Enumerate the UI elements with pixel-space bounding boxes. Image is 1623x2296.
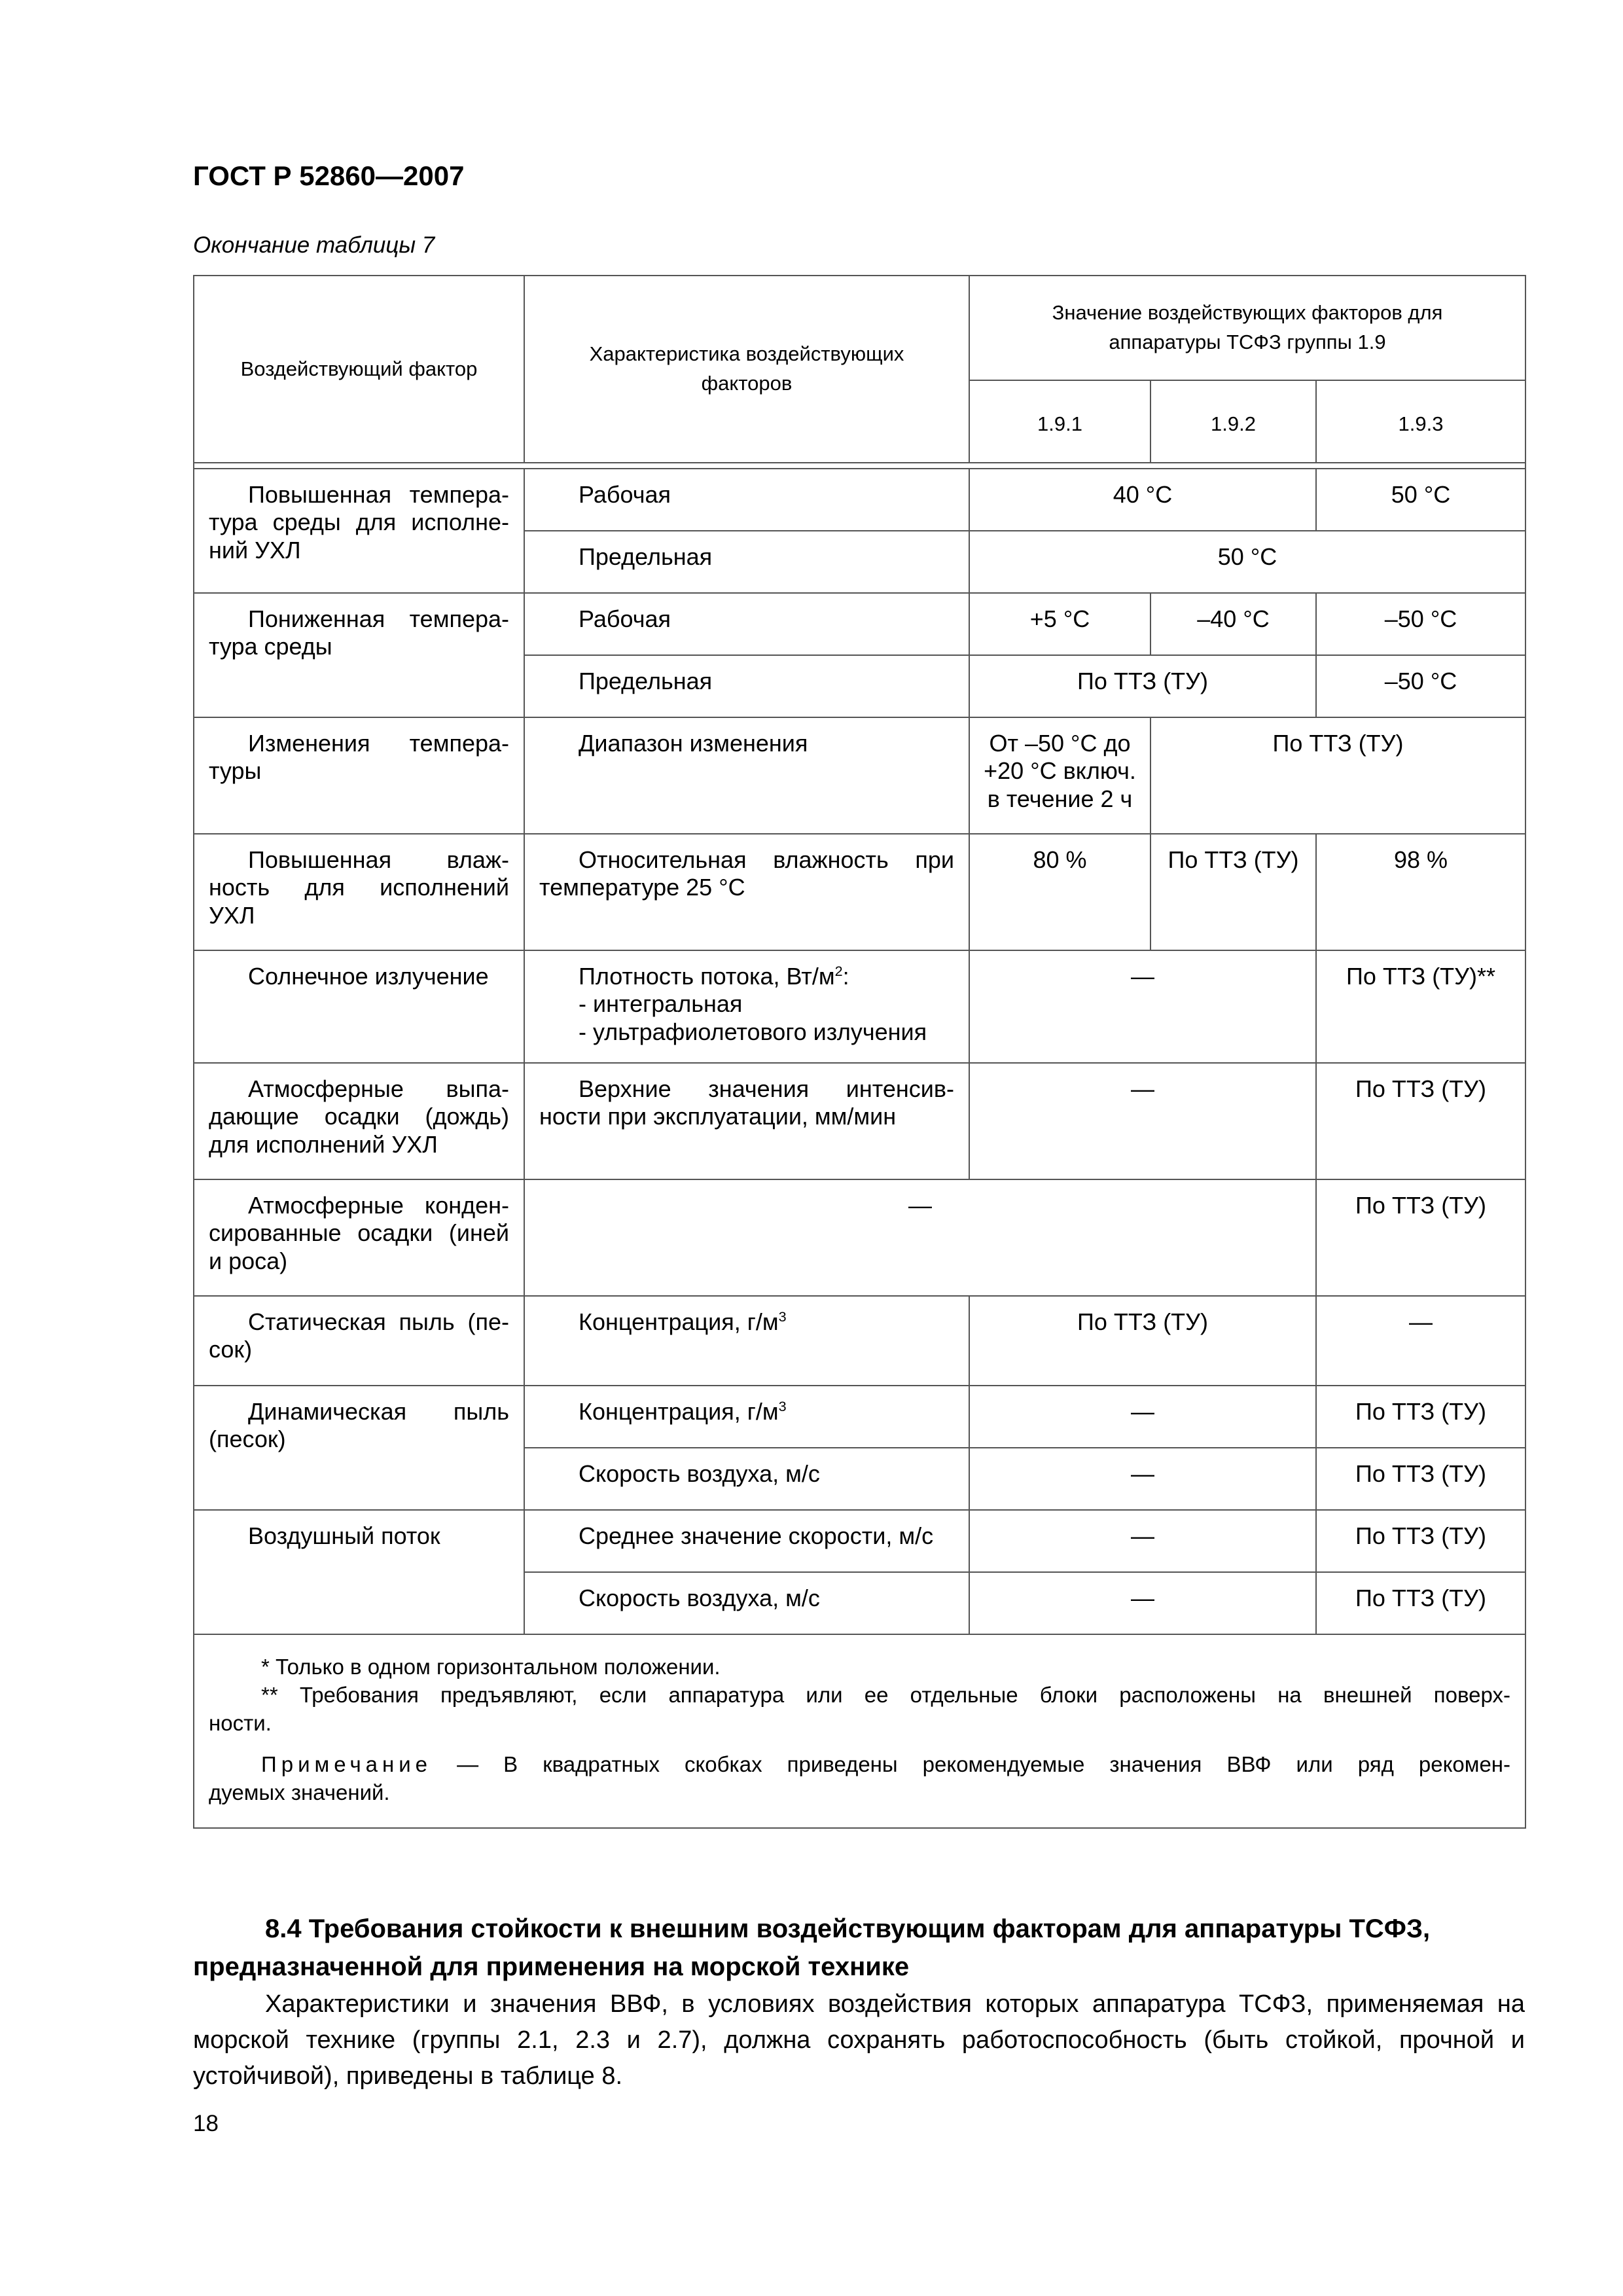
table-row	[194, 834, 1525, 950]
document-header: ГОСТ Р 52860—2007	[193, 160, 465, 191]
table-row	[194, 1063, 1525, 1179]
value-cell: —	[1316, 1296, 1525, 1386]
table-row	[194, 593, 1525, 655]
factor-cell: Атмосферные выпа- дающие осадки (дождь) для исполнений УХЛ	[194, 1063, 524, 1179]
value-cell: 50 °С	[1316, 469, 1525, 531]
value-cell: —	[524, 1179, 1316, 1296]
table-row	[194, 1386, 1525, 1448]
characteristic-cell: Рабочая	[524, 469, 969, 531]
table-caption: Окончание таблицы 7	[193, 232, 435, 258]
factor-cell: Пониженная темпера- тура среды	[194, 593, 524, 717]
value-cell: —	[969, 1572, 1316, 1634]
value-cell: 40 °С	[969, 469, 1316, 531]
table-notes	[194, 1634, 1525, 1828]
factor-cell: Повышенная влаж- ность для исполнений УХЛ	[194, 834, 524, 950]
value-cell: –40 °С	[1150, 593, 1316, 655]
header-separator	[194, 463, 1525, 469]
characteristic-cell: Концентрация, $г/м^3$	[524, 1296, 969, 1386]
characteristic-cell: Среднее значение скорости, м/с	[524, 1510, 969, 1572]
characteristic-cell: Верхние значения интенсив- ности при эксплуатации, мм/мин	[524, 1063, 969, 1179]
value-cell: По ТТЗ (ТУ)	[1150, 834, 1316, 950]
characteristic-cell: Рабочая	[524, 593, 969, 655]
value-cell: —	[969, 1510, 1316, 1572]
factor-cell: Солнечное излучение	[194, 950, 524, 1063]
value-cell: По ТТЗ (ТУ)	[1316, 1063, 1525, 1179]
value-cell: По ТТЗ (ТУ)	[1316, 1179, 1525, 1296]
value-cell: —	[969, 1063, 1316, 1179]
value-cell: По ТТЗ (ТУ)	[1316, 1448, 1525, 1510]
characteristic-cell: Скорость воздуха, м/с	[524, 1572, 969, 1634]
characteristic-cell: Относительная влажность при температуре 25 °С	[524, 834, 969, 950]
header-col-1-9-2: 1.9.2	[1150, 380, 1316, 463]
table-row	[194, 950, 1525, 1063]
footnote-2-cont: ности.	[209, 1710, 272, 1735]
value-cell: По ТТЗ (ТУ)	[1316, 1572, 1525, 1634]
table-note: Примечание — В квадратных скобках приведены рекомендуемые значения ВВФ или ряд рекомен-	[261, 1751, 1511, 1776]
factor-cell: Динамическая пыль (песок)	[194, 1386, 524, 1510]
characteristic-cell: Предельная	[524, 655, 969, 717]
header-col-1-9-1: 1.9.1	[969, 380, 1150, 463]
header-col-1-9-3: 1.9.3	[1316, 380, 1525, 463]
value-cell: –50 °С	[1316, 593, 1525, 655]
table-row	[194, 717, 1525, 834]
section-body: Характеристики и значения ВВФ, в условиях воздействия которых аппаратура ТСФЗ, применяемая на морской технике (группы 2.1, 2.3 и 2.7), должна сохранять работоспособность (быть стойкой, прочной и устойчивой), приведены в таблице 8.	[193, 1990, 1525, 2090]
value-cell: 50 °С	[969, 531, 1525, 593]
value-cell: 80 %	[969, 834, 1150, 950]
value-cell: По ТТЗ (ТУ)**	[1316, 950, 1525, 1063]
factor-cell: Повышенная темпера- тура среды для исполне- ний УХЛ	[194, 469, 524, 593]
characteristic-cell: Скорость воздуха, м/с	[524, 1448, 969, 1510]
table-row	[194, 1179, 1525, 1296]
value-cell: +5 °С	[969, 593, 1150, 655]
factor-cell: Статическая пыль (пе- сок)	[194, 1296, 524, 1386]
footnote-1: * Только в одном горизонтальном положении.	[261, 1655, 721, 1679]
table-note-cont: дуемых значений.	[209, 1780, 390, 1804]
note-label: Примечание	[261, 1751, 433, 1776]
table-row	[194, 469, 1525, 531]
characteristic-cell: Плотность потока, $Вт/м^2$: - интегральная - ультрафиолетового излучения	[524, 950, 969, 1063]
value-cell: По ТТЗ (ТУ)	[1316, 1386, 1525, 1448]
value-cell: По ТТЗ (ТУ)	[1150, 717, 1525, 834]
characteristic-cell: Предельная	[524, 531, 969, 593]
value-cell: —	[969, 1448, 1316, 1510]
footnote-2: ** Требования предъявляют, если аппаратура или ее отдельные блоки расположены на внешней поверх-	[261, 1682, 1511, 1707]
factor-cell: Воздушный поток	[194, 1510, 524, 1634]
factor-cell: Атмосферные конден- сированные осадки (иней и роса)	[194, 1179, 524, 1296]
value-cell: —	[969, 1386, 1316, 1448]
factor-cell: Изменения темпера- туры	[194, 717, 524, 834]
value-cell: От –50 °С до +20 °С включ. в течение 2 ч	[969, 717, 1150, 834]
value-cell: –50 °С	[1316, 655, 1525, 717]
header-factor: Воздействующий фактор	[194, 276, 524, 463]
value-cell: —	[969, 950, 1316, 1063]
characteristic-cell: Концентрация, $г/м^3$	[524, 1386, 969, 1448]
table-7	[193, 275, 1526, 1829]
page-number: 18	[193, 2111, 219, 2136]
value-cell: По ТТЗ (ТУ)	[969, 1296, 1316, 1386]
characteristic-cell: Диапазон изменения	[524, 717, 969, 834]
value-cell: По ТТЗ (ТУ)	[1316, 1510, 1525, 1572]
header-characteristic: Характеристика воздействующих факторов	[524, 276, 969, 463]
header-group-value: Значение воздействующих факторов для аппаратуры ТСФЗ группы 1.9	[969, 276, 1525, 380]
table-row	[194, 1296, 1525, 1386]
section-heading: 8.4 Требования стойкости к внешним воздействующим факторам для аппаратуры ТСФЗ, предназначенной для применения на морской технике	[193, 1914, 1431, 1981]
value-cell: 98 %	[1316, 834, 1525, 950]
value-cell: По ТТЗ (ТУ)	[969, 655, 1316, 717]
table-row	[194, 1510, 1525, 1572]
